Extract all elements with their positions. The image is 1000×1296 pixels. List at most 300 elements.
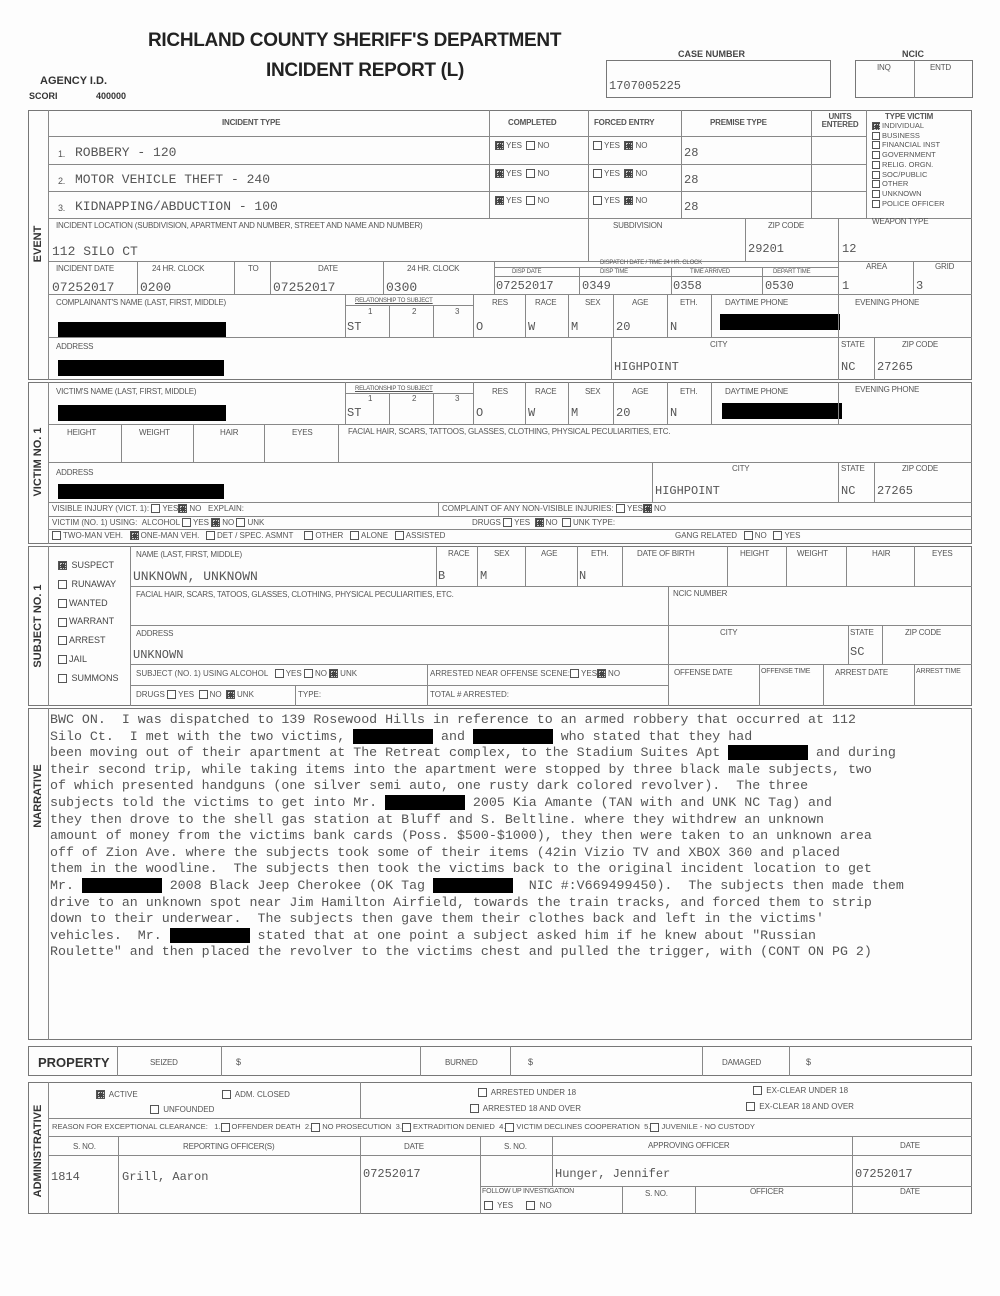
- option-label: NO PROSECUTION: [322, 1122, 392, 1131]
- nonvisible-injury: COMPLAINT OF ANY NON-VISIBLE INJURIES: YES NO: [442, 504, 666, 513]
- narrative-section-label: NARRATIVE: [32, 764, 44, 828]
- status-active: [96, 1090, 138, 1099]
- option-label: EX-CLEAR UNDER 18: [766, 1086, 849, 1095]
- completed-no-checkbox[interactable]: [526, 169, 535, 178]
- active-checkbox[interactable]: [96, 1090, 105, 1099]
- narrative-line: [50, 861, 970, 878]
- agency-id-label: AGENCY I.D.: [40, 75, 108, 87]
- narrative-text-run: 2005 Kia Amante (TAN with and UNK NC Tag) and: [464, 794, 832, 810]
- to-date-value: 07252017: [273, 280, 336, 295]
- option-label: SOC/PUBLIC: [882, 169, 928, 179]
- forced-no-checkbox[interactable]: [624, 196, 633, 205]
- time-arrived-label: TIME ARRIVED: [690, 269, 730, 275]
- narrative-text-run: their second trip, while taking items into the apartment were stopped by three black male subjects, two: [50, 761, 872, 777]
- option-label: VICTIM DECLINES COOPERATION: [516, 1122, 640, 1131]
- followup-yes-checkbox[interactable]: [484, 1201, 493, 1210]
- checkbox[interactable]: [58, 655, 67, 664]
- followup-officer-label: OFFICER: [750, 1187, 784, 1196]
- narrative-text-run: BWC ON. I was dispatched to 139 Rosewood Hills in reference to an armed robbery that occurred at 112: [50, 712, 856, 727]
- city-label: CITY: [710, 340, 728, 349]
- narrative-text-run: and: [433, 728, 473, 744]
- gang-no-checkbox[interactable]: [744, 531, 753, 540]
- drugs-unk-checkbox[interactable]: [562, 518, 571, 527]
- narrative-text-run: stated that at one point a subject asked him if he knew about "Russian: [249, 927, 817, 943]
- narrative-line: [50, 828, 970, 845]
- narrative-line: [50, 845, 970, 862]
- adm-closed-checkbox[interactable]: [222, 1090, 231, 1099]
- administrative-section-label: ADMINISTRATIVE: [32, 1104, 44, 1198]
- gang-yes-checkbox[interactable]: [773, 531, 782, 540]
- no-label: NO: [537, 196, 550, 205]
- age-label: AGE: [541, 549, 558, 558]
- alcohol-unk-checkbox[interactable]: [329, 669, 338, 678]
- checkbox[interactable]: [58, 561, 67, 570]
- to-label: TO: [248, 264, 259, 273]
- state-value: NC: [841, 484, 856, 498]
- victim-declines-checkbox[interactable]: [505, 1123, 514, 1132]
- forced-no-checkbox[interactable]: [624, 169, 633, 178]
- res-value: O: [476, 320, 484, 334]
- option-label: BUSINESS: [882, 130, 920, 140]
- narrative-line: [50, 928, 970, 945]
- completed-yes-checkbox[interactable]: [495, 141, 504, 150]
- followup-date-label: DATE: [900, 1187, 920, 1196]
- location-value: 112 SILO CT: [52, 244, 138, 259]
- ncic-label: NCIC: [902, 49, 924, 59]
- victim-section-label: VICTIM NO. 1: [32, 427, 44, 497]
- nonvisible-yes-checkbox[interactable]: [616, 504, 625, 513]
- incident-type-value: ROBBERY - 120: [75, 145, 177, 160]
- option-num: 4.: [499, 1122, 506, 1131]
- reporting-sno-label: S. NO.: [73, 1142, 96, 1151]
- state-value: SC: [850, 645, 865, 659]
- narrative-line: [50, 944, 970, 961]
- zip2-value: 27265: [877, 360, 914, 374]
- subject-status-option: [58, 612, 119, 631]
- address-value: UNKNOWN: [133, 648, 184, 662]
- victim-drugs: DRUGS YES NO UNK TYPE:: [472, 518, 616, 527]
- unfounded-checkbox[interactable]: [150, 1105, 159, 1114]
- address-redacted: [58, 484, 224, 499]
- narrative-text-run: been moving out of their apartment at The Retreat complex, to the Stadium Suites Apt: [50, 745, 729, 761]
- zip2-label: ZIP CODE: [902, 340, 939, 349]
- option-label: UNKNOWN: [882, 188, 922, 198]
- explain-label: EXPLAIN:: [208, 504, 245, 513]
- units-entered-header: UNITS ENTERED: [821, 112, 859, 129]
- juvenile-no-custody-checkbox[interactable]: [650, 1123, 659, 1132]
- zip-label: ZIP CODE: [905, 628, 942, 637]
- option-label: EX-CLEAR 18 AND OVER: [759, 1102, 854, 1111]
- option-num: 3.: [395, 1122, 402, 1131]
- option-label: RUNAWAY: [71, 578, 117, 589]
- depart-time-value: 0530: [765, 279, 794, 293]
- area-label: AREA: [866, 262, 887, 271]
- alcohol-no-checkbox[interactable]: [211, 518, 220, 527]
- checkbox[interactable]: [872, 180, 880, 188]
- yes-label: YES: [506, 141, 523, 150]
- option-label: GOVERNMENT: [882, 150, 936, 160]
- option-label: SUMMONS: [71, 672, 119, 683]
- other-checkbox[interactable]: [304, 531, 313, 540]
- arrest-time-label: ARREST TIME: [916, 668, 961, 675]
- completed-no-checkbox[interactable]: [526, 196, 535, 205]
- reporting-officer-value: Grill, Aaron: [122, 1170, 209, 1184]
- visible-injury-label: VISIBLE INJURY (VICT. 1):: [52, 504, 150, 513]
- weapon-type-value: 12: [842, 242, 857, 256]
- complainant-label: COMPLAINANT'S NAME (LAST, FIRST, MIDDLE): [56, 298, 226, 307]
- type-victim-option: [872, 150, 945, 160]
- drugs-no-checkbox[interactable]: [535, 518, 544, 527]
- total-arrested-label: TOTAL # ARRESTED:: [430, 690, 509, 699]
- drugs-label: DRUGS: [472, 518, 501, 527]
- eth-label: ETH.: [680, 298, 698, 307]
- disp-date-value: 07252017: [496, 279, 554, 293]
- checkbox[interactable]: [872, 161, 880, 169]
- type-victim-option: [872, 170, 945, 180]
- rel-col-3: 3: [455, 307, 460, 316]
- yes-label: YES: [506, 196, 523, 205]
- det-label: DET / SPEC. ASMNT: [217, 531, 294, 540]
- completed-yes-checkbox[interactable]: [495, 169, 504, 178]
- checkbox[interactable]: [872, 141, 880, 149]
- race-value: W: [528, 406, 536, 420]
- address-label: ADDRESS: [56, 468, 94, 477]
- option-num: 1.: [214, 1122, 221, 1131]
- subject-name-value: UNKNOWN, UNKNOWN: [133, 569, 258, 584]
- seized-value: $: [236, 1057, 241, 1067]
- offense-time-label: OFFENSE TIME: [761, 668, 811, 675]
- option-label: OFFENDER DEATH: [231, 1122, 301, 1131]
- checkbox[interactable]: [872, 171, 880, 179]
- narrative-text-run: down to their underwear. The subjects then gave them their clothes back and left in the victims': [50, 911, 825, 927]
- grid-label: GRID: [935, 262, 955, 271]
- status-arrested-under-18: [478, 1088, 576, 1097]
- alcohol-no-checkbox[interactable]: [304, 669, 313, 678]
- burned-value: $: [528, 1057, 533, 1067]
- seized-label: SEIZED: [150, 1058, 178, 1067]
- checkbox[interactable]: [58, 674, 67, 683]
- two-man-checkbox[interactable]: [52, 531, 61, 540]
- forced-entry-options: [593, 169, 647, 178]
- sex-label: SEX: [585, 387, 601, 396]
- no-label: NO: [539, 1201, 552, 1210]
- disp-time-value: 0349: [582, 279, 611, 293]
- event-section-label: EVENT: [32, 225, 44, 263]
- yes-label: YES: [604, 141, 621, 150]
- relationship-label: RELATIONSHIP TO SUBJECT: [355, 386, 433, 392]
- no-prosecution-checkbox[interactable]: [311, 1123, 320, 1132]
- option-num: 5.: [644, 1122, 651, 1131]
- checkbox[interactable]: [58, 599, 67, 608]
- narrative-line: [50, 895, 970, 912]
- forced-yes-checkbox[interactable]: [593, 141, 602, 150]
- narrative-text-run: drive to an unknown spot near Jim Hamilton Airfield, towards the train tracks, and forced them to strip: [50, 894, 872, 910]
- zip-value: 27265: [877, 484, 914, 498]
- forced-yes-checkbox[interactable]: [593, 196, 602, 205]
- no-label: NO: [635, 141, 648, 150]
- subject-drugs: DRUGS YES NO UNK: [136, 690, 254, 699]
- type-victim-header: TYPE VICTIM: [885, 112, 934, 121]
- option-label: ADM. CLOSED: [234, 1090, 290, 1099]
- reporting-sno-value: 1814: [51, 1170, 80, 1184]
- option-label: WANTED: [69, 597, 108, 608]
- checkbox[interactable]: [872, 200, 880, 208]
- alcohol-unk-checkbox[interactable]: [236, 518, 245, 527]
- no-label: NO: [537, 169, 550, 178]
- redaction-bar: XXXXXXXXXX: [385, 794, 465, 810]
- complainant-name-redacted: [58, 322, 226, 338]
- arrested-near-no-checkbox[interactable]: [597, 669, 606, 678]
- premise-type-header: PREMISE TYPE: [710, 118, 767, 127]
- option-label: ARRESTED 18 AND OVER: [482, 1104, 582, 1113]
- status-unfounded: [150, 1105, 214, 1114]
- completed-header: COMPLETED: [508, 118, 557, 127]
- exceptional-clearance: [52, 1122, 755, 1132]
- area-value: 1: [842, 279, 850, 293]
- approving-date-value: 07252017: [855, 1167, 913, 1181]
- day-phone-label: DAYTIME PHONE: [725, 298, 789, 307]
- arrested-near-yes-checkbox[interactable]: [570, 669, 579, 678]
- age-value: 20: [616, 320, 631, 334]
- offense-date-label: OFFENSE DATE: [674, 668, 733, 677]
- nonvisible-label: COMPLAINT OF ANY NON-VISIBLE INJURIES:: [442, 504, 614, 513]
- narrative-line: [50, 762, 970, 779]
- reporting-date-label: DATE: [404, 1142, 424, 1151]
- victim-name-redacted: [58, 405, 226, 421]
- assisted-checkbox[interactable]: [395, 531, 404, 540]
- ncic-number-label: NCIC NUMBER: [673, 589, 728, 598]
- day-phone-redacted: [722, 403, 842, 419]
- narrative-text-run: Roulette" and then placed the revolver to the victims chest and pulled the trigger, with (CONT ON PG 2): [50, 944, 872, 960]
- city-label: CITY: [732, 464, 750, 473]
- option-label: ARRESTED UNDER 18: [490, 1088, 577, 1097]
- yes-label: YES: [604, 196, 621, 205]
- alone-checkbox[interactable]: [350, 531, 359, 540]
- victim-alcohol: VICTIM (NO. 1) USING: ALCOHOL YES NO UNK: [52, 518, 265, 527]
- forced-entry-options: [593, 196, 647, 205]
- weight-label: WEIGHT: [139, 428, 170, 437]
- no-label: NO: [635, 169, 648, 178]
- followup-label: FOLLOW UP INVESTIGATION: [482, 1188, 574, 1195]
- state-label: STATE: [850, 628, 874, 637]
- subject-status-option: [58, 575, 119, 594]
- race-label: RACE: [535, 387, 557, 396]
- det-checkbox[interactable]: [206, 531, 215, 540]
- victim-name-label: VICTIM'S NAME (LAST, FIRST, MIDDLE): [56, 387, 197, 396]
- narrative-text-run: NIC #:V669499450). The subjects then made them: [512, 877, 904, 893]
- incident-time-value: 0200: [140, 280, 172, 295]
- checkbox[interactable]: [872, 190, 880, 198]
- res-label: RES: [492, 298, 508, 307]
- incident-type-value: KIDNAPPING/ABDUCTION - 100: [75, 199, 278, 214]
- sex-value: M: [571, 320, 579, 334]
- drugs-no-checkbox[interactable]: [199, 690, 208, 699]
- rel-col-1: 1: [368, 394, 373, 403]
- depart-time-label: DEPART TIME: [773, 269, 811, 275]
- type-label: TYPE:: [592, 518, 616, 527]
- narrative-text-run: 2008 Black Jeep Cherokee (OK Tag: [161, 877, 434, 893]
- forced-yes-checkbox[interactable]: [593, 169, 602, 178]
- height-label: HEIGHT: [740, 549, 770, 558]
- agency-scori-label: SCORI: [29, 91, 58, 101]
- completed-no-checkbox[interactable]: [526, 141, 535, 150]
- drugs-yes-checkbox[interactable]: [503, 518, 512, 527]
- assisted-label: ASSISTED: [405, 531, 446, 540]
- rel-col-1: 1: [368, 307, 373, 316]
- narrative-text-run: vehicles. Mr.: [50, 927, 170, 943]
- subject-status-option: [58, 669, 119, 688]
- drugs-yes-checkbox[interactable]: [167, 690, 176, 699]
- option-label: UNFOUNDED: [163, 1105, 215, 1114]
- subject-name-label: NAME (LAST, FIRST, MIDDLE): [136, 550, 242, 559]
- subject-status-option: [58, 650, 119, 669]
- race-label: RACE: [535, 298, 557, 307]
- checkbox[interactable]: [58, 618, 67, 627]
- sex-value: M: [480, 569, 488, 583]
- rel-col-3: 3: [455, 394, 460, 403]
- ncic-entd-label: ENTD: [930, 63, 951, 72]
- narrative-text-run: them in the woodline. The subjects then took the victims back to the original incident location to get: [50, 861, 872, 877]
- to-clock-label: 24 HR. CLOCK: [407, 264, 460, 273]
- status-adm-closed: [222, 1090, 290, 1099]
- option-label: ARREST: [69, 635, 106, 646]
- day-phone-redacted: [720, 314, 840, 330]
- type-victim-option: [872, 199, 945, 209]
- eth-label: ETH.: [680, 387, 698, 396]
- approving-date-label: DATE: [900, 1141, 920, 1150]
- report-title: INCIDENT REPORT (L): [266, 60, 465, 81]
- subject-status-option: [58, 631, 119, 650]
- type-victim-option: [872, 140, 945, 150]
- eyes-label: EYES: [932, 549, 953, 558]
- narrative-line: [50, 729, 970, 746]
- rel-1-value: ST: [347, 320, 362, 334]
- damaged-value: $: [806, 1057, 811, 1067]
- eyes-label: EYES: [292, 428, 313, 437]
- ex-clear-under-18-checkbox[interactable]: [753, 1086, 762, 1095]
- incident-clock-label: 24 HR. CLOCK: [152, 264, 205, 273]
- race-value: B: [438, 569, 446, 583]
- alcohol-label: ALCOHOL: [141, 518, 180, 527]
- option-label: OTHER: [882, 179, 909, 189]
- visible-injury-no-checkbox[interactable]: [178, 504, 187, 513]
- incident-num: 1.: [58, 149, 66, 159]
- city-value: HIGHPOINT: [614, 360, 679, 374]
- narrative-line: [50, 812, 970, 829]
- age-label: AGE: [632, 298, 649, 307]
- arrested-18-over-checkbox[interactable]: [470, 1104, 479, 1113]
- subject-status-option: [58, 556, 119, 575]
- ex-clear-18-over-checkbox[interactable]: [746, 1102, 755, 1111]
- gang-related: GANG RELATED NO YES: [675, 531, 801, 540]
- arrested-under-18-checkbox[interactable]: [478, 1088, 487, 1097]
- eth-value: N: [579, 569, 587, 583]
- incident-date-label: INCIDENT DATE: [56, 264, 114, 273]
- alcohol-label: SUBJECT (NO. 1) USING ALCOHOL: [136, 669, 269, 678]
- checkbox[interactable]: [58, 580, 67, 589]
- type-victim-option: [872, 121, 945, 131]
- option-label: EXTRADITION DENIED: [412, 1122, 495, 1131]
- checkbox[interactable]: [872, 132, 880, 140]
- followup-no-checkbox[interactable]: [526, 1201, 535, 1210]
- facial-label: FACIAL HAIR, SCARS, TATTOOS, GLASSES, CLOTHING, PHYSICAL PECULIARITIES, ETC.: [348, 427, 671, 436]
- checkbox[interactable]: [58, 636, 67, 645]
- forced-no-checkbox[interactable]: [624, 141, 633, 150]
- narrative-line: [50, 795, 970, 812]
- option-label: JUVENILE - NO CUSTODY: [661, 1122, 756, 1131]
- department-title: RICHLAND COUNTY SHERIFF'S DEPARTMENT: [148, 30, 562, 51]
- subject-status-option: [58, 594, 119, 613]
- res-label: RES: [492, 387, 508, 396]
- alcohol-yes-checkbox[interactable]: [182, 518, 191, 527]
- option-label: FINANCIAL INST: [882, 140, 941, 150]
- ncic-inq-label: INQ: [877, 63, 891, 72]
- completed-yes-checkbox[interactable]: [495, 196, 504, 205]
- redaction-bar: XXXXXXXXXX: [169, 927, 250, 943]
- eth-value: N: [670, 406, 678, 420]
- narrative-line: [50, 712, 970, 729]
- status-ex-clear-under-18: [753, 1086, 848, 1095]
- state-value: NC: [841, 360, 856, 374]
- narrative-text: [50, 712, 970, 961]
- narrative-text-run: Mr.: [50, 877, 82, 893]
- narrative-line: [50, 911, 970, 928]
- narrative-text-run: subjects told the victims to get into Mr.: [50, 794, 386, 810]
- visible-injury-yes-checkbox[interactable]: [151, 504, 160, 513]
- sex-label: SEX: [494, 549, 510, 558]
- option-label: SUSPECT: [71, 560, 115, 570]
- incident-num: 3.: [58, 203, 66, 213]
- type-victim-option: [872, 189, 945, 199]
- type-victim-option: [872, 131, 945, 141]
- address-redacted: [58, 360, 224, 376]
- checkbox[interactable]: [872, 122, 880, 130]
- approving-officer-value: Hunger, Jennifer: [555, 1167, 671, 1181]
- approving-officer-label: APPROVING OFFICER: [648, 1141, 730, 1150]
- alone-label: ALONE: [360, 531, 389, 540]
- subject-section-label: SUBJECT NO. 1: [32, 584, 44, 668]
- weight-label: WEIGHT: [797, 549, 828, 558]
- one-man-checkbox[interactable]: [130, 531, 139, 540]
- to-time-value: 0300: [386, 280, 418, 295]
- using-label: VICTIM (NO. 1) USING:: [52, 518, 138, 527]
- redaction-bar: XXXXXXXXXX: [433, 877, 513, 893]
- redaction-bar: XXXXXXXXXX: [472, 728, 553, 744]
- drugs-unk-checkbox[interactable]: [226, 690, 235, 699]
- nonvisible-no-checkbox[interactable]: [643, 504, 652, 513]
- extradition-denied-checkbox[interactable]: [402, 1123, 411, 1132]
- rel-1-value: ST: [347, 406, 362, 420]
- rel-col-2: 2: [412, 394, 417, 403]
- checkbox[interactable]: [872, 151, 880, 159]
- eve-phone-label: EVENING PHONE: [855, 298, 920, 307]
- narrative-text-run: Silo Ct. I met with the two victims,: [50, 728, 354, 744]
- sex-value: M: [571, 406, 579, 420]
- weapon-type-label: WEAPON TYPE: [872, 217, 929, 226]
- narrative-line: [50, 778, 970, 795]
- premise-type-value: 28: [684, 200, 699, 214]
- dob-label: DATE OF BIRTH: [637, 549, 695, 558]
- status-arrested-18-over: [470, 1104, 581, 1113]
- race-label: RACE: [448, 549, 470, 558]
- narrative-text-run: amount of money from the victims bank cards (Poss. $500-$1000), they then were taken to an unknown area: [50, 828, 872, 844]
- alcohol-yes-checkbox[interactable]: [275, 669, 284, 678]
- offender-death-checkbox[interactable]: [221, 1123, 230, 1132]
- zip-label: ZIP CODE: [768, 221, 805, 230]
- narrative-text-run: of which presented handguns (one silver semi auto, one rusty dark colored revolver). The three: [50, 778, 809, 794]
- forced-entry-header: FORCED ENTRY: [594, 118, 655, 127]
- reporting-date-value: 07252017: [363, 1167, 421, 1181]
